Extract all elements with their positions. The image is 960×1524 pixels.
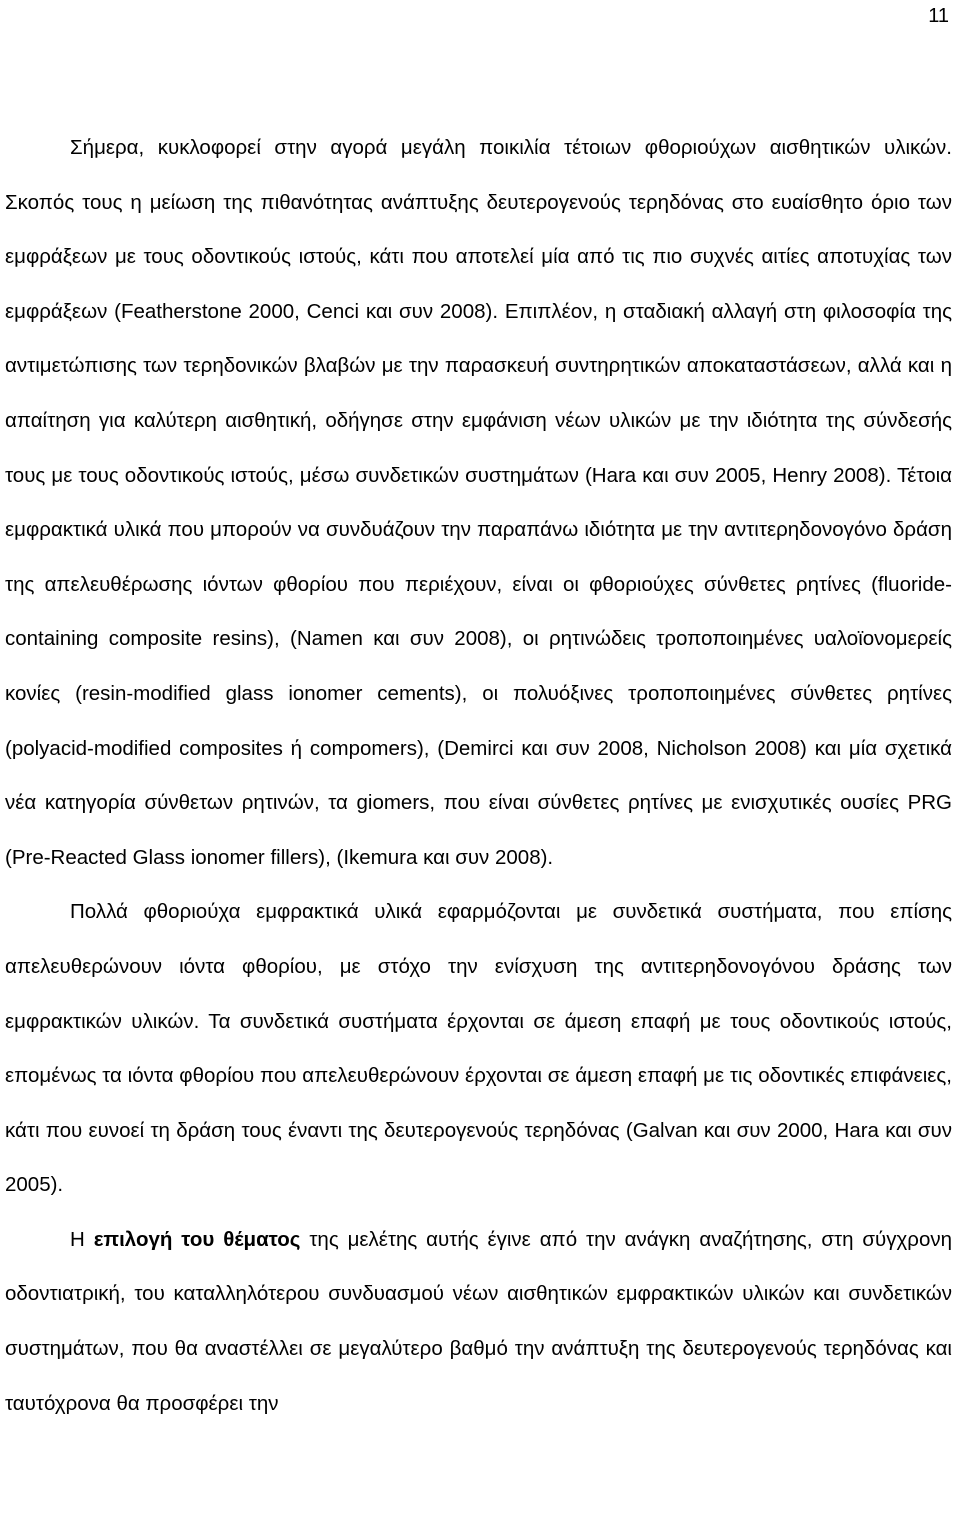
paragraph-bonding-systems: Πολλά φθοριούχα εμφρακτικά υλικά εφαρμόζονται με συνδετικά συστήματα, που επίσης απελευθερώνουν ιόντα φθορίου, με στόχο την ενίσχυση της αντιτερηδονογόνου δράσης των εμφρακτικών υλικών. Τα συνδετικά συστήματα έρχονται σε άμεση επαφή με τους οδοντικούς ιστούς, επομένως τα ιόντα φθορίου που απελευθερώνουν έρχονται σε άμεση επαφή με τις οδοντικές επιφάνειες, κάτι που ευνοεί τη δράση τους έναντι της δευτερογενούς τερηδόνας (Galvan και συν 2000, Hara και συν 2005). [5, 900, 952, 1197]
paragraph-rest-text: της μελέτης αυτής έγινε από την ανάγκη αναζήτησης, στη σύγχρονη οδοντιατρική, του καταλληλότερου συνδυασμού νέων αισθητικών εμφρακτικών υλικών και συνδετικών συστημάτων, που θα αναστέλλει σε μεγαλύτερο βαθμό την ανάπτυξη της δευτερογενούς τερηδόνας και ταυτόχρονα θα προσφέρει την [5, 1227, 952, 1415]
paragraph-lead-text: Η [70, 1227, 94, 1251]
paragraph-fluoride-materials: Σήμερα, κυκλοφορεί στην αγορά μεγάλη ποικιλία τέτοιων φθοριούχων αισθητικών υλικών. Σκοπός τους η μείωση της πιθανότητας ανάπτυξης δευτερογενούς τερηδόνας στο ευαίσθητο όριο των εμφράξεων με τους οδοντικούς ιστούς, κάτι που αποτελεί μία από τις πιο συχνές αιτίες αποτυχίας των εμφράξεων (Featherstone 2000, Cenci και συν 2008). Επιπλέον, η σταδιακή αλλαγή στη φιλοσοφία της αντιμετώπισης των τερηδονικών βλαβών με την παρασκευή συντηρητικών αποκαταστάσεων, αλλά και η απαίτηση για καλύτερη αισθητική, οδήγησε στην εμφάνιση νέων υλικών με την ιδιότητα της σύνδεσής τους με τους οδοντικούς ιστούς, μέσω συνδετικών συστημάτων (Hara και συν 2005, Henry 2008). Τέτοια εμφρακτικά υλικά που μπορούν να συνδυάζουν την παραπάνω ιδιότητα με την αντιτερηδονογόνο δράση της απελευθέρωσης ιόντων φθορίου που περιέχουν, είναι οι φθοριούχες σύνθετες ρητίνες (fluoride-containing composite resins), (Namen και συν 2008), οι ρητινώδεις τροποποιημένες υαλοϊονομερείς κονίες (resin-modified glass ionomer cements), οι πολυόξινες τροποποιημένες σύνθετες ρητίνες (polyacid-modified composites ή compomers), (Demirci και συν 2008, Nicholson 2008) και μία σχετικά νέα κατηγορία σύνθετων ρητινών, τα giomers, που είναι σύνθετες ρητίνες με ενισχυτικές ουσίες PRG (Pre-Reacted Glass ionomer fillers), (Ikemura και συν 2008). [5, 136, 952, 869]
topic-selection-bold-phrase: επιλογή του θέματος [93, 1227, 301, 1251]
paragraph-topic-selection [5, 1213, 952, 1431]
document-body [5, 121, 952, 1431]
page-number: 11 [928, 5, 949, 27]
